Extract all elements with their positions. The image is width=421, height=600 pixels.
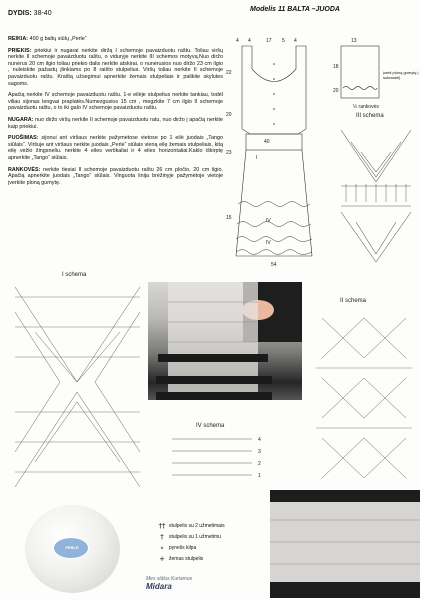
size-value: 38-40 [31, 10, 52, 17]
measure-bottom: 54 [271, 262, 277, 268]
dress-photo [148, 282, 302, 400]
measure-left: 22 [226, 70, 232, 76]
paragraph-body: 400 g baltų siūlų „Perle“ [28, 36, 87, 42]
sleeve-caption: ½ rankovės [353, 104, 379, 110]
brand-line: Mes siūlus Kuriamos [146, 576, 193, 582]
stitch-legend [155, 520, 275, 564]
size-label: DYDIS: [8, 10, 32, 17]
instructions-text [8, 36, 223, 191]
legend-text: stulpelis su 2 užmetimais [169, 522, 225, 529]
measure-top: 4 [248, 38, 251, 44]
schema-iv-title: IV schema [196, 423, 225, 429]
page-header [250, 6, 415, 18]
belt-schema-label: I [256, 155, 258, 161]
row-number: 3 [258, 449, 261, 455]
sleeve-drawing [333, 34, 418, 114]
detail-photo [270, 490, 420, 598]
measure-left: 20 [226, 112, 232, 118]
dress-pattern-drawing [226, 34, 336, 270]
paragraph-label: PUOŠIMAS: [8, 135, 39, 142]
measure-top: 4 [236, 38, 239, 44]
measure-left: 23 [226, 150, 232, 156]
schema-iii-diagram [336, 122, 416, 274]
legend-row [155, 542, 275, 553]
paragraph-label: REIKIA: [8, 36, 29, 42]
schema-i-diagram [10, 282, 145, 494]
sleeve-height: 20 [333, 88, 339, 94]
model-title: Modelis 11 BALTA –JUODA [250, 6, 340, 13]
paragraph-label: PRIEKIS: [8, 47, 32, 54]
tall-stitch-icon: †† [158, 521, 166, 530]
legend-row [155, 553, 275, 564]
chain-icon: ∘ [159, 543, 165, 552]
paragraph-back [8, 117, 223, 130]
measure-top: 17 [266, 38, 272, 44]
measure-left: 15 [226, 215, 232, 221]
yarn-ball-image [25, 505, 120, 593]
measure-waist: 40 [264, 139, 270, 145]
legend-row [155, 531, 275, 542]
brand-logo: Midara [146, 582, 172, 591]
paragraph-body: nuo diržo viršų nerkite II schemoje pavaizduotu ratu, nuo diržo į apačią nerkite kaip priekiui. [8, 116, 223, 130]
skirt-schema-label: IV [266, 240, 271, 246]
yarn-label-text: PERLE [65, 545, 79, 550]
yarn-label [53, 537, 89, 559]
paragraph-bottom [8, 92, 223, 112]
legend-text: stulpelis su 1 užmetimu [169, 533, 221, 540]
skirt-schema-label: IV [266, 218, 271, 224]
sleeve-note: įverti ploną gumytę į sukraukti) [383, 70, 419, 80]
schema-ii-diagram [312, 308, 416, 486]
low-stitch-icon: + [159, 554, 165, 563]
paragraph-body: nerkite tiesiai II schemoje pavaizduotu raštu 26 cm pločio, 20 cm ilgio. Apačią apnerkite juodais „Tango“ siūlais. Vinguota linija brėžinyje pažymėtoje vietoje įverkite ploną gumytę. [8, 166, 223, 186]
paragraph-decoration [8, 135, 223, 161]
schema-iv-diagram [168, 433, 270, 483]
schema-i-title: I schema [62, 272, 87, 278]
size-line [8, 10, 52, 17]
paragraph-label: NUGARA: [8, 116, 34, 123]
measure-top: 5 [282, 38, 285, 44]
paragraph-requirements [8, 36, 223, 43]
paragraph-front [8, 48, 223, 88]
row-number: 4 [258, 437, 261, 443]
row-number: 2 [258, 461, 261, 467]
schema-ii-title: II schema [340, 298, 367, 304]
paragraph-sleeves [8, 167, 223, 187]
schema-iii-title: III schema [356, 113, 384, 119]
paragraph-label: RANKOVĖS: [8, 166, 41, 173]
paragraph-body: sijonui ant viršaus nerkite pažymėtose vietose po 1 eilė juodais „Tango siūlais“. Viršuje ant viršaus nerkite juodais „Perle“ siūlais vieną eilę žemais stulpeliais, kitą eilę vėžio žingsneliu. nerkite 4 eiles vertikaliai ir 4 eiles horizontaliai.Kaklo iškirptę apnerkite „Tango“ siūlais. [8, 135, 223, 161]
paragraph-body: priekiui ir nugarai nerkite diržą I schemoje pavaizduotu raštu. Toliau viršų nerkite II schemoje pavaizduotu raštu, o viduryje nerkite III schemos motyvą.Nuo diržo nunėrus 20 cm ilgio toliau priekio dalis nerkite atskirai, o nunėrusios nuo diržo 23 cm ilgio , nuleiskite pažastų įlinkiams po 8 raišto stulpelius. Viršų toliau nerkite II schemoje pavaizduotu raštu. Kraštą užsegimui apnerkite žemais stulpeliais ir palikite skylutes sagoms. [8, 47, 223, 87]
paragraph-body: Apačią nerkite IV schemoje pavaizduotu raštu. 1-e eilėje stulpelius nerkite tankiau, todėl viliau sijonas lengvai praplatės.Numezgusios 15 cm , megzkite 7 cm ilgio II schemoje pavaizduotu raštu, o to iki galo IV schemoje pavaizduotu raštu. [8, 92, 223, 112]
row-number: 1 [258, 473, 261, 479]
measure-top: 4 [294, 38, 297, 44]
legend-row [155, 520, 275, 531]
sleeve-height: 18 [333, 64, 339, 70]
legend-text: pynelis kilpa [169, 544, 197, 551]
brand-mark [146, 576, 192, 591]
sleeve-width: 13 [351, 38, 357, 44]
legend-text: žemas stulpelis [169, 555, 204, 562]
single-stitch-icon: † [160, 532, 164, 541]
